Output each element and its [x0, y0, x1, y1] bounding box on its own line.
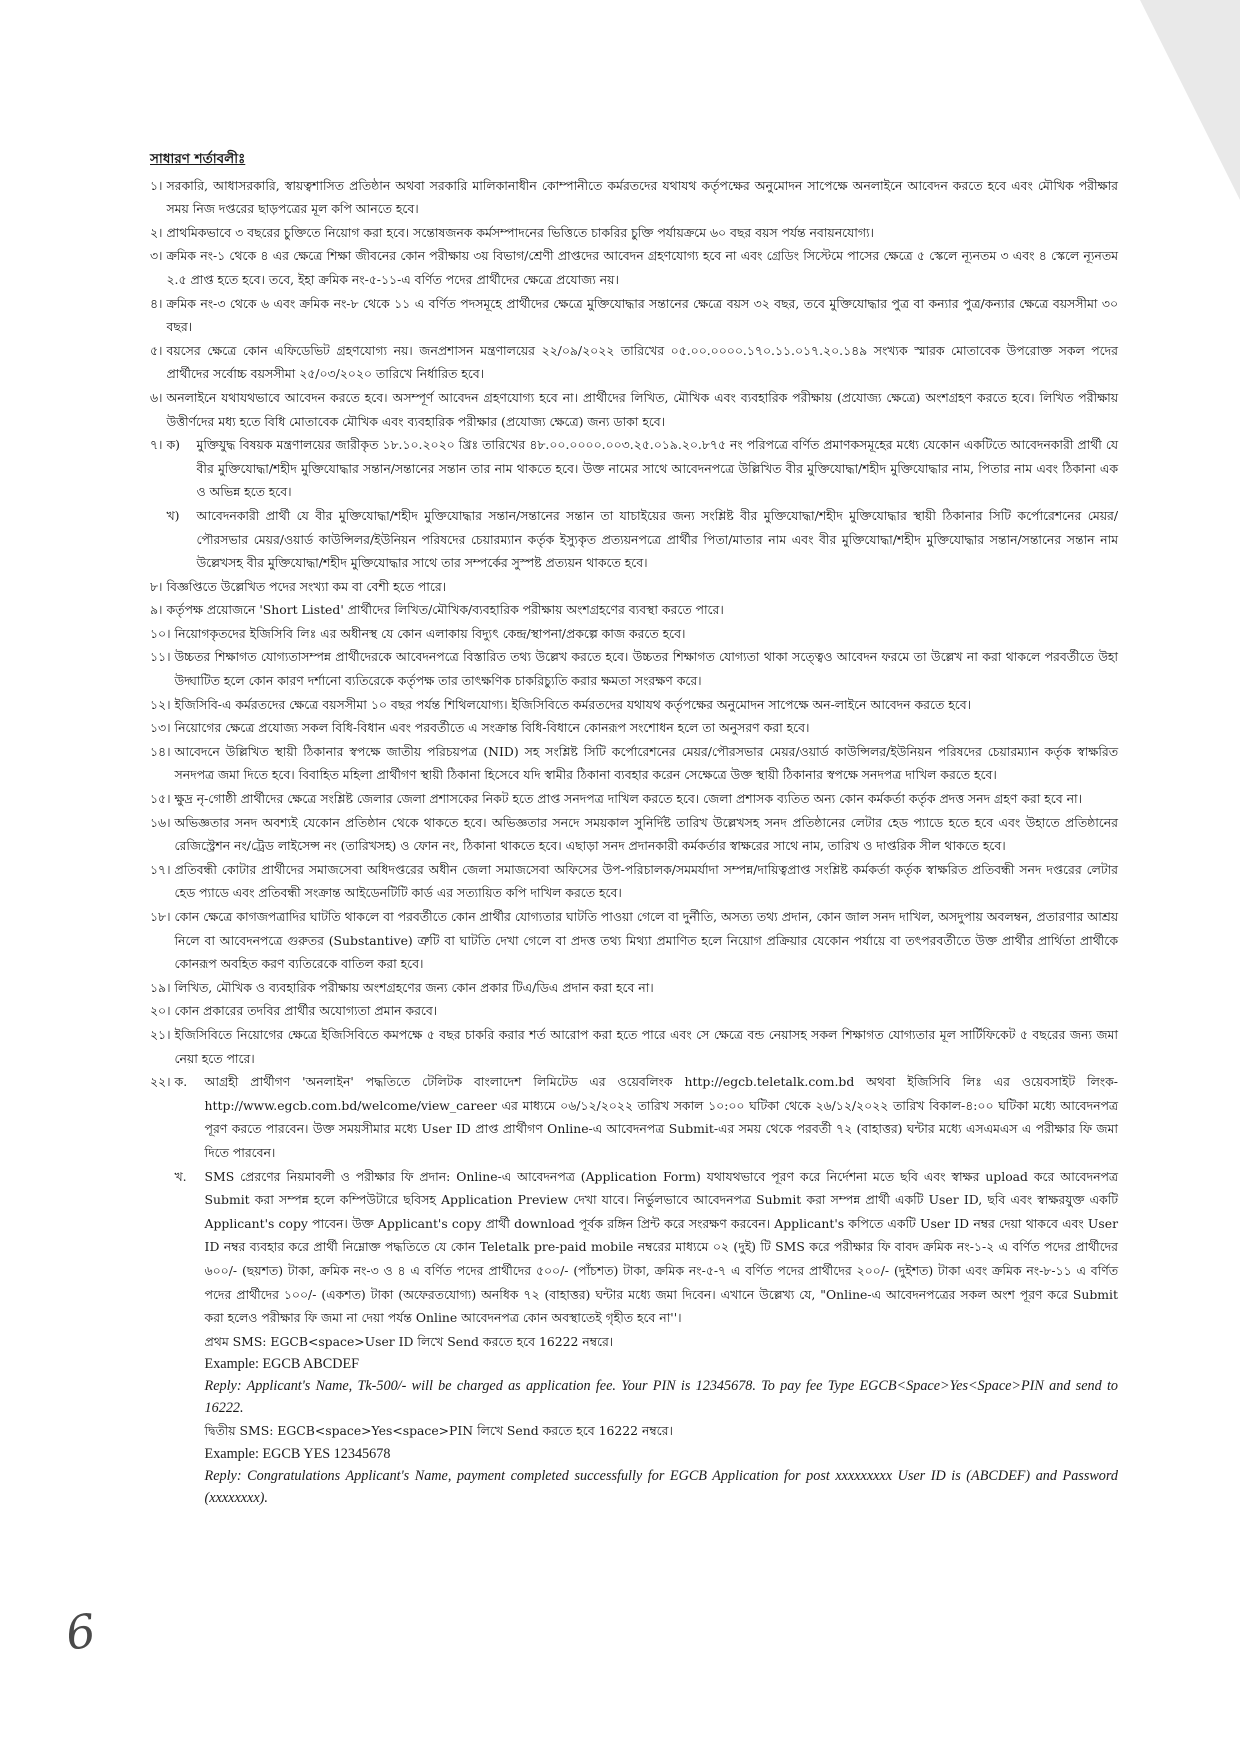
- list-item: [150, 339, 1118, 386]
- conditions-list-b: [150, 575, 1118, 1070]
- sub-clause-b: খ) আবেদনকারী প্রার্থী যে বীর মুক্তিযোদ্ধা/শহীদ মুক্তিযোদ্ধার সন্তান/সন্তানের সন্তান তা যাচাইয়ের জন্য সংশ্লিষ্ট বীর মুক্তিযোদ্ধা/শহীদ মুক্তিযোদ্ধার স্থায়ী ঠিকানার সিটি কর্পোরেশনের মেয়র/পৌরসভার মেয়র/ওয়ার্ড কাউন্সিলর/ইউনিয়ন পরিষদের চেয়ারম্যান কর্তৃক ইস্যুকৃত প্রত্যয়নপত্রে প্রার্থীর পিতা/মাতার নাম এবং বীর মুক্তিযোদ্ধা/শহীদ মুক্তিযোদ্ধার সন্তান/সন্তানের সন্তান নাম উল্লেখসহ বীর মুক্তিযোদ্ধা/শহীদ মুক্তিযোদ্ধার সাথে তার সম্পর্কের সুস্পষ্ট প্রত্যয়ন থাকতে হবে।: [166, 507, 1118, 571]
- list-item: ১৩। নিয়োগের ক্ষেত্রে প্রযোজ্য সকল বিধি-বিধান এবং পরবর্তীতে এ সংক্রান্ত বিধি-বিধানে কোনরূপ সংশোধন হলে তা অনুসরণ করা হবে।: [150, 720, 810, 736]
- item-number: ২।: [150, 224, 163, 240]
- item-text: ক্রমিক নং-৩ থেকে ৬ এবং ক্রমিক নং-৮ থেকে ১১ এ বর্ণিত পদসমূহে প্রার্থীদের ক্ষেত্রে মুক্তিযোদ্ধার সন্তানের ক্ষেত্রে বয়স ৩২ বছর, তবে মুক্তিযোদ্ধার পুত্র বা কন্যার পুত্র/কন্যার ক্ষেত্রে বয়সসীমা ৩০ বছর।: [166, 295, 1118, 335]
- list-item: ১০। নিয়োগকৃতদের ইজিসিবি লিঃ এর অধীনস্থ যে কোন এলাকায় বিদ্যুৎ কেন্দ্র/স্থাপনা/প্রকল্পে কাজ করতে হবে।: [150, 625, 686, 641]
- list-item: [150, 292, 1118, 339]
- sub-clause-a: ক. আগ্রহী প্রার্থীগণ 'অনলাইন' পদ্ধতিতে টেলিটক বাংলাদেশ লিমিটেড এর ওয়েবলিংক http://egcb.teletalk.com.bd অথবা ইজিসিবি লিঃ এর ওয়েবসাইট লিংক-http://www.egcb.com.bd/welcome/view_career এর মাধ্যমে ০৬/১২/২০২২ তারিখ সকাল ১০:০০ ঘটিকা থেকে ২৬/১২/২০২২ তারিখ বিকাল-৪:০০ ঘটিকা মধ্যে আবেদনপত্র পূরণ করতে পারবেন। উক্ত সময়সীমার মধ্যে User ID প্রাপ্ত প্রার্থীগণ Online-এ আবেদনপত্র Submit-এর সময় থেকে পরবর্তী ৭২ (বাহাত্তর) ঘন্টার মধ্যে এসএমএস এ পরীক্ষার ফি জমা দিতে পারবেন।: [174, 1074, 1118, 1160]
- item-number: ৪।: [150, 295, 163, 311]
- reply-1: Reply: Applicant's Name, Tk-500/- will be charged as application fee. Your PIN is 12345678. To pay fee Type EGCB<Space>Yes<Space>PIN and send to 16222.: [204, 1378, 1118, 1417]
- item-text: অনলাইনে যথাযথভাবে আবেদন করতে হবে। অসম্পূর্ণ আবেদন গ্রহণযোগ্য হবে না। প্রার্থীদের লিখিত, মৌখিক এবং ব্যবহারিক পরীক্ষায় (প্রযোজ্য ক্ষেত্রে) অংশগ্রহণ করতে হবে। লিখিত পরীক্ষায় উত্তীর্ণদের মধ্য হতে বিধি মোতাবেক মৌখিক এবং ব্যবহারিক পরীক্ষার (প্রযোজ্য ক্ষেত্রে) জন্য ডাকা হবে।: [166, 389, 1118, 429]
- list-item: ১৭। প্রতিবন্ধী কোটার প্রার্থীদের সমাজসেবা অধিদপ্তরের অধীন জেলা সমাজসেবা অফিসের উপ-পরিচালক/সমমর্যাদা সম্পন্ন/দায়িত্বপ্রাপ্ত সংশ্লিষ্ট কর্মকর্তা কর্তৃক স্বাক্ষরিত প্রতিবন্ধী সনদ দপ্তরের লেটার হেড প্যাডে এবং প্রতিবন্ধী সংক্রান্ত আইডেনটিটি কার্ড এর সত্যায়িত কপি দাখিল করতে হবে।: [150, 861, 1118, 901]
- list-item: [150, 174, 1118, 221]
- sub-clause-b: খ. SMS প্রেরণের নিয়মাবলী ও পরীক্ষার ফি প্রদান: Online-এ আবেদনপত্র (Application Form) যথাযথভাবে পূরণ করে নির্দেশনা মতে ছবি এবং স্বাক্ষর upload করে আবেদনপত্র Submit করা সম্পন্ন হলে কম্পিউটারে ছবিসহ Application Preview দেখা যাবে। নির্ভুলভাবে আবেদনপত্র Submit করা সম্পন্ন প্রার্থী একটি User ID, ছবি এবং স্বাক্ষরযুক্ত একটি Applicant's copy পাবেন। উক্ত Applicant's copy প্রার্থী download পূর্বক রঙ্গিন প্রিন্ট করে সংরক্ষণ করবেন। Applicant's কপিতে একটি User ID নম্বর দেয়া থাকবে এবং User ID নম্বর ব্যবহার করে প্রার্থী নিম্নোক্ত পদ্ধতিতে যে কোন Teletalk pre-paid mobile নম্বরের মাধ্যমে ০২ (দুই) টি SMS করে পরীক্ষার ফি বাবদ ক্রমিক নং-১-২ এ বর্ণিত পদের প্রার্থীদের ৬০০/- (ছয়শত) টাকা, ক্রমিক নং-৩ ও ৪ এ বর্ণিত পদের প্রার্থীদের ৫০০/- (পাঁচশত) টাকা, ক্রমিক নং-৫-৭ এ বর্ণিত পদের প্রার্থীদের ২০০/- (দুইশত) টাকা এবং ক্রমিক নং-৮-১১ এ বর্ণিত পদের প্রার্থীদের ১০০/- (একশত) টাকা (অফেরতযোগ্য) অনধিক ৭২ (বাহাত্তর) ঘন্টার মধ্যে জমা দিবেন। এখানে উল্লেখ্য যে, "Online-এ আবেদনপত্রের সকল অংশ পূরণ করে Submit করা হলেও পরীক্ষার ফি জমা না দেয়া পর্যন্ত Online আবেদনপত্র কোন অবস্থাতেই গৃহীত হবে না''।: [174, 1168, 1118, 1326]
- reply-2: Reply: Congratulations Applicant's Name, payment completed successfully for EGCB Application for post xxxxxxxxx User ID is (ABCDEF) and Password (xxxxxxxx).: [204, 1467, 1118, 1506]
- item-number: ৭।: [150, 437, 163, 453]
- folded-corner: [1140, 0, 1240, 200]
- item-text: বয়সের ক্ষেত্রে কোন এফিডেভিট গ্রহণযোগ্য নয়। জনপ্রশাসন মন্ত্রণালয়ের ২২/০৯/২০২২ তারিখের ০৫.০০.০০০০.১৭০.১১.০১৭.২০.১৪৯ সংখ্যক স্মারক মোতাবেক উপরোক্ত সকল পদের প্রার্থীদের সর্বোচ্চ বয়সসীমা ২৫/০৩/২০২০ তারিখে নির্ধারিত হবে।: [166, 342, 1118, 382]
- example-1: Example: EGCB ABCDEF: [204, 1356, 360, 1373]
- list-item: ১৪। আবেদনে উল্লিখিত স্থায়ী ঠিকানার স্বপক্ষে জাতীয় পরিচয়পত্র (NID) সহ সংশ্লিষ্ট সিটি কর্পোরেশনের মেয়র/পৌরসভার মেয়র/ওয়ার্ড কাউন্সিলর/ইউনিয়ন পরিষদের চেয়ারম্যান কর্তৃক স্বাক্ষরিত সনদপত্র জমা দিতে হবে। বিবাহিত মহিলা প্রার্থীগণ স্থায়ী ঠিকানা হিসেবে যদি স্বামীর ঠিকানা ব্যবহার করেন সেক্ষেত্রে উক্ত স্থায়ী ঠিকানার স্বপক্ষে সনদপত্র দাখিল করতে হবে।: [150, 743, 1118, 783]
- item-number: ৫।: [150, 342, 163, 358]
- list-item: ১৮। কোন ক্ষেত্রে কাগজপত্রাদির ঘাটতি থাকলে বা পরবর্তীতে কোন প্রার্থীর যোগ্যতার ঘাটতি পাওয়া গেলে বা দুর্নীতি, অসত্য তথ্য প্রদান, কোন জাল সনদ দাখিল, অসদুপায় অবলম্বন, প্রতারণার আশ্রয় নিলে বা আবেদনপত্রে গুরুতর (Substantive) ত্রুটি বা ঘাটতি দেখা গেলে বা প্রদত্ত তথ্য মিথ্যা প্রমাণিত হলে নিয়োগ প্রক্রিয়ার যেকোন পর্যায়ে বা তৎপরবর্তীতে উক্ত প্রার্থীর প্রার্থিতা প্রার্থীকে কোনরূপ অবহিত করণ ব্যতিরেকে বাতিল করা হবে।: [150, 909, 1118, 972]
- item-number: ৬।: [150, 389, 163, 405]
- list-item: ১৬। অভিজ্ঞতার সনদ অবশ্যই যেকোন প্রতিষ্ঠান থেকে থাকতে হবে। অভিজ্ঞতার সনদে সময়কাল সুনির্দিষ্ট তারিখ উল্লেখসহ সনদ প্রতিষ্ঠানের লেটার হেড প্যাডে হতে হবে এবং উহাতে প্রতিষ্ঠানের রেজিস্ট্রেশন নং/ট্রেড লাইসেন্স নং (তারিখসহ) ও ফোন নং, ঠিকানা থাকতে হবে। এছাড়া সনদ প্রদানকারী কর্মকর্তার স্বাক্ষরের সাথে নাম, তারিখ ও দাপ্তরিক সীল থাকতে হবে।: [150, 814, 1118, 854]
- section-heading: সাধারণ শর্তাবলীঃ: [150, 151, 246, 167]
- item-number: ৩।: [150, 248, 163, 264]
- sub-clause-a: ক) মুক্তিযুদ্ধ বিষয়ক মন্ত্রণালয়ের জারীকৃত ১৮.১০.২০২০ খ্রিঃ তারিখের ৪৮.০০.০০০০.০০৩.২৫.০১৯.২০.৮৭৫ নং পরিপত্রে বর্ণিত প্রমাণকসমূহের মধ্যে যেকোন একটিতে আবেদনকারী প্রার্থী যে বীর মুক্তিযোদ্ধা/শহীদ মুক্তিযোদ্ধার সন্তান/সন্তানের সন্তান তার নাম থাকতে হবে। উক্ত নামের সাথে আবেদনপত্রে উল্লিখিত বীর মুক্তিযোদ্ধা/শহীদ মুক্তিযোদ্ধার নাম, পিতার নাম এবং ঠিকানা এক ও অভিন্ন হতে হবে।: [166, 437, 1118, 500]
- document-page: [150, 148, 1118, 1509]
- example-2: Example: EGCB YES 12345678: [204, 1445, 391, 1462]
- second-sms: দ্বিতীয় SMS: EGCB<space>Yes<space>PIN লিখে Send করতে হবে 16222 নম্বরে।: [204, 1423, 673, 1439]
- list-item: ৯। কর্তৃপক্ষ প্রয়োজনে 'Short Listed' প্রার্থীদের লিখিত/মৌখিক/ব্যবহারিক পরীক্ষায় অংশগ্রহণের ব্যবস্থা করতে পারে।: [150, 602, 724, 618]
- list-item: [150, 221, 1118, 245]
- list-item: ১৯। লিখিত, মৌখিক ও ব্যবহারিক পরীক্ষায় অংশগ্রহণের জন্য কোন প্রকার টিএ/ডিএ প্রদান করা হবে না।: [150, 979, 654, 995]
- list-item: ১৫। ক্ষুদ্র নৃ-গোষ্ঠী প্রার্থীদের ক্ষেত্রে সংশ্লিষ্ট জেলার জেলা প্রশাসকের নিকট হতে প্রাপ্ত সনদপত্র দাখিল করতে হবে। জেলা প্রশাসক ব্যতিত অন্য কোন কর্মকর্তা কর্তৃক প্রদত্ত সনদ গ্রহণ করা হবে না।: [150, 791, 1083, 807]
- conditions-list-a: [150, 174, 1118, 434]
- list-item: ১১। উচ্চতর শিক্ষাগত যোগ্যতাসম্পন্ন প্রার্থীদেরকে আবেদনপত্রে বিস্তারিত তথ্য উল্লেখ করতে হবে। উচ্চতর শিক্ষাগত যোগ্যতা থাকা সত্ত্বেও আবেদন ফরমে তা উল্লেখ না করা থাকলে পরবর্তীতে উহা উদ্ঘাটিত হলে কোন কারণ দর্শানো ব্যতিরেকে কর্তৃপক্ষ তার তাৎক্ষণিক চাকরিচ্যুতি করার ক্ষমতা সংরক্ষণ করে।: [150, 649, 1118, 689]
- first-sms: প্রথম SMS: EGCB<space>User ID লিখে Send করতে হবে 16222 নম্বরে।: [204, 1333, 614, 1349]
- sms-instructions: [175, 1330, 1118, 1509]
- item-text: সরকারি, আধাসরকারি, স্বায়ত্বশাসিত প্রতিষ্ঠান অথবা সরকারি মালিকানাধীন কোম্পানীতে কর্মরতদের যথাযথ কর্তৃপক্ষের অনুমোদন সাপেক্ষে অনলাইনে আবেদন করতে হবে এবং মৌখিক পরীক্ষার সময় নিজ দপ্তরের ছাড়পত্রের মূল কপি আনতে হবে।: [166, 177, 1118, 217]
- list-item: ৮। বিজ্ঞপ্তিতে উল্লেখিত পদের সংখ্যা কম বা বেশী হতে পারে।: [150, 578, 447, 594]
- online-application-clause: ২২। ক. আগ্রহী প্রার্থীগণ 'অনলাইন' পদ্ধতিতে টেলিটক বাংলাদেশ লিমিটেড এর ওয়েবলিংক http://egcb.teletalk.com.bd অথবা ইজিসিবি লিঃ এর ওয়েবসাইট লিংক-http://www.egcb.com.bd/welcome/view_career এর মাধ্যমে ০৬/১২/২০২২ তারিখ সকাল ১০:০০ ঘটিকা থেকে ২৬/১২/২০২২ তারিখ বিকাল-৪:০০ ঘটিকা মধ্যে আবেদনপত্র পূরণ করতে পারবেন। উক্ত সময়সীমার মধ্যে User ID প্রাপ্ত প্রার্থীগণ Online-এ আবেদনপত্র Submit-এর সময় থেকে পরবর্তী ৭২ (বাহাত্তর) ঘন্টার মধ্যে এসএমএস এ পরীক্ষার ফি জমা দিতে পারবেন। খ. SMS প্রেরণের নিয়মাবলী ও পরীক্ষার ফি প্রদান: Online-এ আবেদনপত্র (Application Form) যথাযথভাবে পূরণ করে নির্দেশনা মতে ছবি এবং স্বাক্ষর upload করে আবেদনপত্র Submit করা সম্পন্ন হলে কম্পিউটারে ছবিসহ Application Preview দেখা যাবে। নির্ভুলভাবে আবেদনপত্র Submit করা সম্পন্ন প্রার্থী একটি User ID, ছবি এবং স্বাক্ষরযুক্ত একটি Applicant's copy পাবেন। উক্ত Applicant's copy প্রার্থী download পূর্বক রঙ্গিন প্রিন্ট করে সংরক্ষণ করবেন। Applicant's কপিতে একটি User ID নম্বর দেয়া থাকবে এবং User ID নম্বর ব্যবহার করে প্রার্থী নিম্নোক্ত পদ্ধতিতে যে কোন Teletalk pre-paid mobile নম্বরের মাধ্যমে ০২ (দুই) টি SMS করে পরীক্ষার ফি বাবদ ক্রমিক নং-১-২ এ বর্ণিত পদের প্রার্থীদের ৬০০/- (ছয়শত) টাকা, ক্রমিক নং-৩ ও ৪ এ বর্ণিত পদের প্রার্থীদের ৫০০/- (পাঁচশত) টাকা, ক্রমিক নং-৫-৭ এ বর্ণিত পদের প্রার্থীদের ২০০/- (দুইশত) টাকা এবং ক্রমিক নং-৮-১১ এ বর্ণিত পদের প্রার্থীদের ১০০/- (একশত) টাকা (অফেরতযোগ্য) অনধিক ৭২ (বাহাত্তর) ঘন্টার মধ্যে জমা দিবেন। এখানে উল্লেখ্য যে, "Online-এ আবেদনপত্রের সকল অংশ পূরণ করে Submit করা হলেও পরীক্ষার ফি জমা না দেয়া পর্যন্ত Online আবেদনপত্র কোন অবস্থাতেই গৃহীত হবে না''। প্রথম SMS: EGCB<space>User ID লিখে Send করতে হবে 16222 নম্বরে। Example: EGCB ABCDEF Reply: Applicant's Name, Tk-500/- will be charged as application fee. Your PIN is 12345678. To pay fee Type EGCB<Space>Yes<Space>PIN and send to 16222. দ্বিতীয় SMS: EGCB<space>Yes<space>PIN লিখে Send করতে হবে 16222 নম্বরে। Example: EGCB YES 12345678 Reply: Congratulations Applicant's Name, payment completed successfully for EGCB Application for post xxxxxxxxx User ID is (ABCDEF) and Password (xxxxxxxx).: [150, 1070, 1118, 1509]
- item-number: ১।: [150, 177, 163, 193]
- list-item: [150, 244, 1118, 291]
- item-text: ক্রমিক নং-১ থেকে ৪ এর ক্ষেত্রে শিক্ষা জীবনের কোন পরীক্ষায় ৩য় বিভাগ/শ্রেণী প্রাপ্তদের আবেদন গ্রহণযোগ্য হবে না এবং গ্রেডিং সিস্টেমে পাসের ক্ষেত্রে ৫ স্কেলে ন্যূনতম ৩ এবং ৪ স্কেলে ন্যূনতম ২.৫ প্রাপ্ত হতে হবে। তবে, ইহা ক্রমিক নং-৫-১১-এ বর্ণিত পদের প্রার্থীদের ক্ষেত্রে প্রযোজ্য নয়।: [166, 248, 1118, 287]
- list-item: ২০। কোন প্রকারের তদবির প্রার্থীর অযোগ্যতা প্রমান করবে।: [150, 1003, 438, 1019]
- handwritten-page-number: 6: [62, 1603, 99, 1661]
- item-text: প্রাথমিকভাবে ৩ বছরের চুক্তিতে নিয়োগ করা হবে। সন্তোষজনক কর্মসম্পাদনের ভিত্তিতে চাকরির চুক্তি পর্যায়ক্রমে ৬০ বছর বয়স পর্যন্ত নবায়নযোগ্য।: [166, 224, 874, 240]
- list-item: ২১। ইজিসিবিতে নিয়োগের ক্ষেত্রে ইজিসিবিতে কমপক্ষে ৫ বছর চাকরি করার শর্ত আরোপ করা হতে পারে এবং সে ক্ষেত্রে বন্ড নেয়াসহ সকল শিক্ষাগত যোগ্যতার মূল সার্টিফিকেট ৫ বছরের জন্য জমা নেয়া হতে পারে।: [150, 1026, 1118, 1066]
- list-item: ১২। ইজিসিবি-এ কর্মরতদের ক্ষেত্রে বয়সসীমা ১০ বছর পর্যন্ত শিথিলযোগ্য। ইজিসিবিতে কর্মরতদের যথাযথ কর্তৃপক্ষের অনুমোদন সাপেক্ষে অন-লাইনে আবেদন করতে হবে।: [150, 696, 972, 712]
- freedom-fighter-clause: [150, 433, 1118, 575]
- list-item: [150, 386, 1118, 433]
